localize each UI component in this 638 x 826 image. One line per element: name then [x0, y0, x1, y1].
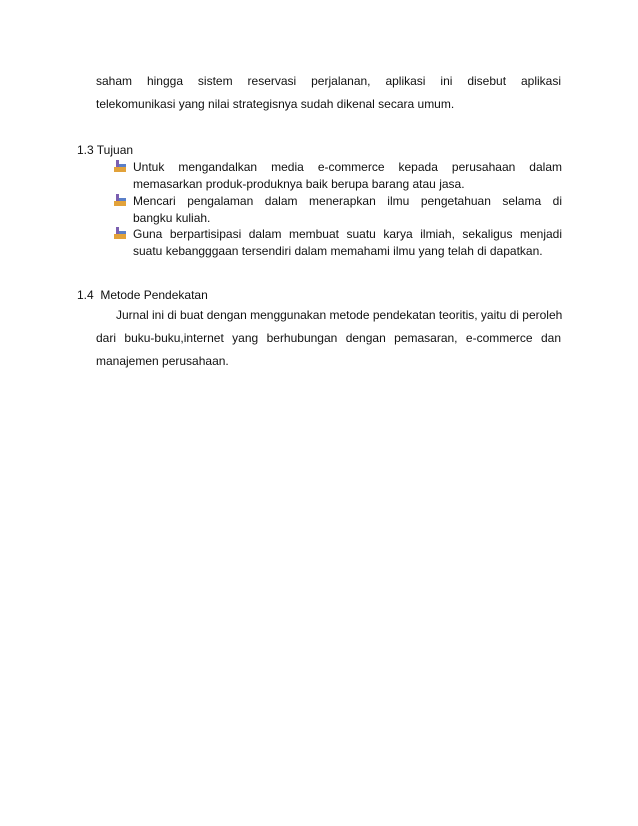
- tujuan-item-2-line-2: bangku kuliah.: [133, 211, 211, 225]
- intro-line-1: saham hingga sistem reservasi perjalanan, aplikasi ini disebut aplikasi: [96, 74, 561, 88]
- tujuan-item-1-line-1: Untuk mengandalkan media e-commerce kepada perusahaan dalam: [133, 160, 562, 174]
- tujuan-item-3-line-2: suatu kebangggaan tersendiri dalam memahami ilmu yang telah di dapatkan.: [133, 244, 543, 258]
- tujuan-item-1-line-2: memasarkan produk-produknya baik berupa barang atau jasa.: [133, 177, 465, 191]
- intro-line-2: telekomunikasi yang nilai strategisnya sudah dikenal secara umum.: [96, 97, 455, 111]
- metode-line-3: manajemen perusahaan.: [96, 354, 229, 368]
- tujuan-item-2-line-1: Mencari pengalaman dalam menerapkan ilmu pengetahuan selama di: [133, 194, 562, 208]
- bullet-icon: [114, 160, 126, 172]
- tujuan-item-3-line-1: Guna berpartisipasi dalam membuat suatu karya ilmiah, sekaligus menjadi: [133, 227, 562, 241]
- bullet-icon: [114, 194, 126, 206]
- section-heading-tujuan: 1.3 Tujuan: [77, 143, 134, 157]
- metode-line-2: dari buku-buku,internet yang berhubungan dengan pemasaran, e-commerce dan: [96, 331, 561, 345]
- section-heading-metode: 1.4 Metode Pendekatan: [77, 288, 208, 302]
- metode-line-1: Jurnal ini di buat dengan menggunakan metode pendekatan teoritis, yaitu di peroleh: [116, 308, 563, 322]
- bullet-icon: [114, 227, 126, 239]
